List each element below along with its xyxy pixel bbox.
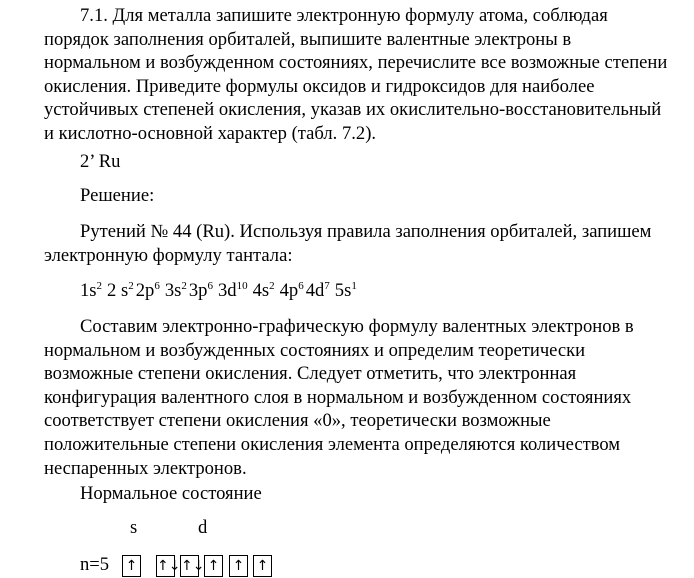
task-statement: 7.1. Для металла запишите электронную формулу атома, соблюдая порядок заполнения орбиталей, выпишите валентные электроны в нормальном и возбужденном состояниях, перечислите все возможные степени окисления. Приведите формулы оксидов и гидроксидов для наиболее устойчивых степеней окисления, указав их окислительно-восстановительный и кислотно-основной характер (табл. 7.2).	[44, 5, 668, 144]
formula-orbital: 3p	[188, 280, 208, 301]
formula-electron-count: 6	[154, 280, 160, 292]
s-orbital-label: s	[130, 517, 138, 538]
formula-electron-count: 6	[207, 280, 213, 292]
formula-orbital: 3d	[217, 280, 237, 301]
solution-heading: Решение:	[80, 185, 155, 206]
formula-orbital: 4p	[279, 280, 299, 301]
variant-label: 2’ Ru	[80, 151, 121, 172]
d-orbital-cell-5: ↑	[253, 555, 272, 577]
s-orbital-cell: ↑	[122, 555, 141, 577]
normal-state-heading: Нормальное состояние	[80, 483, 262, 504]
formula-electron-count: 10	[236, 280, 248, 292]
formula-electron-count: 2	[128, 280, 134, 292]
intro-paragraph: Рутений № 44 (Ru). Используя правила заполнения орбиталей, запишем электронную формулу тантала:	[44, 221, 652, 266]
formula-orbital: 4s	[252, 280, 270, 301]
formula-electron-count: 2	[181, 280, 187, 292]
d-orbital-cell-3: ↑	[204, 555, 223, 577]
formula-electron-count: 6	[298, 280, 304, 292]
formula-electron-count: 2	[96, 280, 103, 292]
explanation-paragraph: Составим электронно-графическую формулу валентных электронов в нормальном и возбужденных состояниях и определим теоретически возможные степени окисления. Следует отметить, что электронная конфигурация валентного слоя в нормальном и возбужденном состояниях соответствует степени окисления «0», теоретически возможные положительные степени окисления элемента определяются количеством неспаренных электронов.	[44, 316, 634, 479]
energy-level-label: n=5	[80, 554, 110, 575]
formula-orbital: 2 s	[107, 280, 129, 301]
electron-formula	[80, 280, 357, 302]
d-orbital-cell-4: ↑	[229, 555, 248, 577]
formula-electron-count: 2	[269, 280, 275, 292]
formula-electron-count: 1	[351, 280, 357, 292]
formula-electron-count: 7	[324, 280, 330, 292]
formula-orbital: 1s	[80, 280, 97, 301]
d-orbital-cell-2: ↑↓	[180, 555, 199, 577]
formula-orbital: 5s	[334, 280, 352, 301]
formula-orbital: 3s	[164, 280, 182, 301]
d-orbital-cell-1: ↑↓	[156, 555, 175, 577]
formula-orbital: 2p	[135, 280, 155, 301]
d-orbital-label: d	[198, 517, 208, 538]
formula-orbital: 4d	[305, 280, 325, 301]
